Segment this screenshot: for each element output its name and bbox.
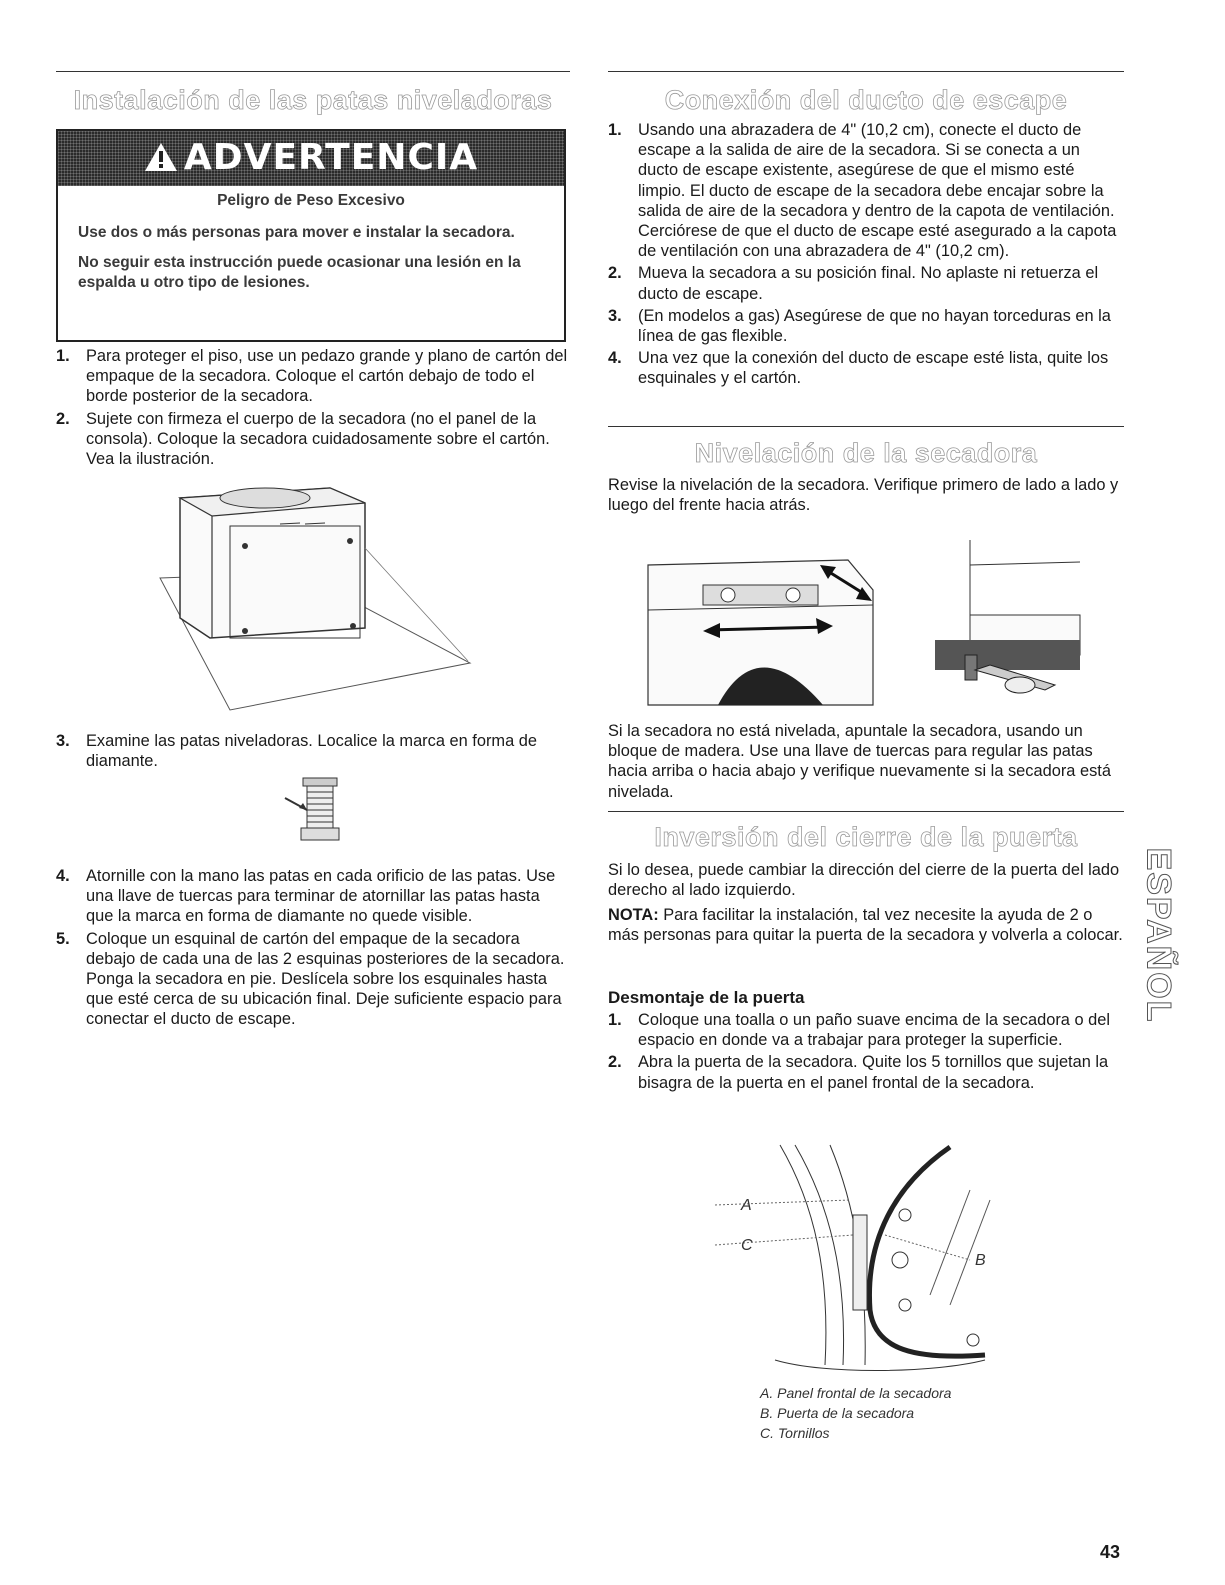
leveling-intro: Revise la nivelación de la secadora. Verifique primero de lado a lado y luego del frente hacia atrás. [608,476,1119,515]
door-intro: Si lo desea, puede cambiar la dirección del cierre de la puerta del lado derecho al lado izquierdo. [608,861,1120,900]
figure-caption-b: B. Puerta de la secadora [760,1405,915,1421]
figure-caption-a: A. Panel frontal de la secadora [760,1385,952,1401]
leveling-leg-illustration [285,776,350,856]
list-item: 2. Abra la puerta de la secadora. Quite los 5 tornillos que sujetan la bisagra de la puerta en el panel frontal de la secadora. [608,1053,1109,1092]
top-rule-left [56,71,570,72]
warning-triangle-icon [144,142,178,172]
warning-header [58,131,564,186]
warning-line-1: Use dos o más personas para mover e instalar la secadora. [78,224,515,241]
door-hinge-illustration [735,1145,1005,1375]
language-side-tab: ESPAÑOL [1139,847,1178,1023]
leveling-side-illustration [935,540,1085,710]
section-title-legs: Instalación de las patas niveladoras [73,85,553,115]
legs-steps-4-5 [56,866,570,1032]
list-item: 4. Atornille con la mano las patas en cada orificio de las patas. Use una llave de tuercas para terminar de atornillar las patas hasta que la marca en forma de diamante no quede visible. [56,867,556,926]
figure-label-a: A [741,1197,752,1214]
section-title-door: Inversión del cierre de la puerta [654,822,1078,852]
section-title-leveling: Nivelación de la secadora [694,438,1038,468]
door-subheading: Desmontaje de la puerta [608,988,805,1007]
warning-hazard: Peligro de Peso Excesivo [217,192,405,209]
warning-line-2: No seguir esta instrucción puede ocasionar una lesión en la espalda u otro tipo de lesiones. [78,254,521,291]
list-item: 3. Examine las patas niveladoras. Localice la marca en forma de diamante. [56,732,537,771]
top-rule-right [608,71,1124,72]
note-label: NOTA: [608,906,659,924]
list-item: 1. Coloque una toalla o un paño suave encima de la secadora o del espacio en donde va a trabajar para proteger la superficie. [608,1011,1111,1050]
section-title-exhaust: Conexión del ducto de escape [664,85,1068,115]
list-item: 5. Coloque un esquinal de cartón del empaque de la secadora debajo de cada una de las 2 esquinas posteriores de la secadora. Ponga la secadora en pie. Deslícela sobre los esquinales hasta que esté cerca de su ubicación final. Deje suficiente espacio para conectar el ducto de escape. [56,929,565,1029]
rule-door [608,811,1124,812]
note-text: Para facilitar la instalación, tal vez necesite la ayuda de 2 o más personas para quitar la puerta de la secadora y volverla a colocar. [608,906,1123,945]
legs-step-3 [56,731,570,773]
list-item: 1. Para proteger el piso, use un pedazo grande y plano de cartón del empaque de la secadora. Coloque el cartón debajo de todo el borde posterior de la secadora. [56,347,568,406]
list-item: 4. Una vez que la conexión del ducto de escape esté lista, quite los esquinales y el cartón. [608,349,1109,388]
figure-label-b: B [975,1252,986,1269]
list-item: 3. (En modelos a gas) Asegúrese de que no hayan torceduras en la línea de gas flexible. [608,306,1111,346]
leveling-top-illustration [648,545,878,705]
list-item: 2. Mueva la secadora a su posición final. No aplaste ni retuerza el ducto de escape. [608,264,1099,303]
leveling-text: Si la secadora no está nivelada, apuntale la secadora, usando un bloque de madera. Use una llave de tuercas para regular las patas hacia arriba o hacia abajo y verifique nuevamente si la secadora está nivelada. [608,722,1111,801]
page-number: 43 [1100,1542,1121,1562]
door-note [608,905,1124,945]
legs-steps-1-2 [56,346,570,471]
warning-box [56,129,566,342]
door-steps [608,1010,1124,1095]
dryer-on-cardboard-illustration [150,478,480,718]
exhaust-steps [608,120,1124,391]
list-item: 1. Usando una abrazadera de 4" (10,2 cm), conecte el ducto de escape a la salida de aire de la secadora. Si se conecta a un ducto de escape existente, asegúrese de que el mismo esté limpio. El ducto de escape de la secadora debe encajar sobre la salida de aire de la secadora y dentro de la capota de ventilación. Cerciórese de que el ducto de escape esté asegurado a la capota de ventilación con una abrazadera de 4" (10,2 cm). [608,121,1117,261]
list-item: 2. Sujete con firmeza el cuerpo de la secadora (no el panel de la consola). Coloque la secadora cuidadosamente sobre el cartón. Vea la ilustración. [56,409,550,469]
rule-leveling [608,426,1124,427]
warning-title: ADVERTENCIA [183,137,479,178]
figure-caption-c: C. Tornillos [760,1425,830,1441]
figure-label-c: C [741,1237,753,1254]
